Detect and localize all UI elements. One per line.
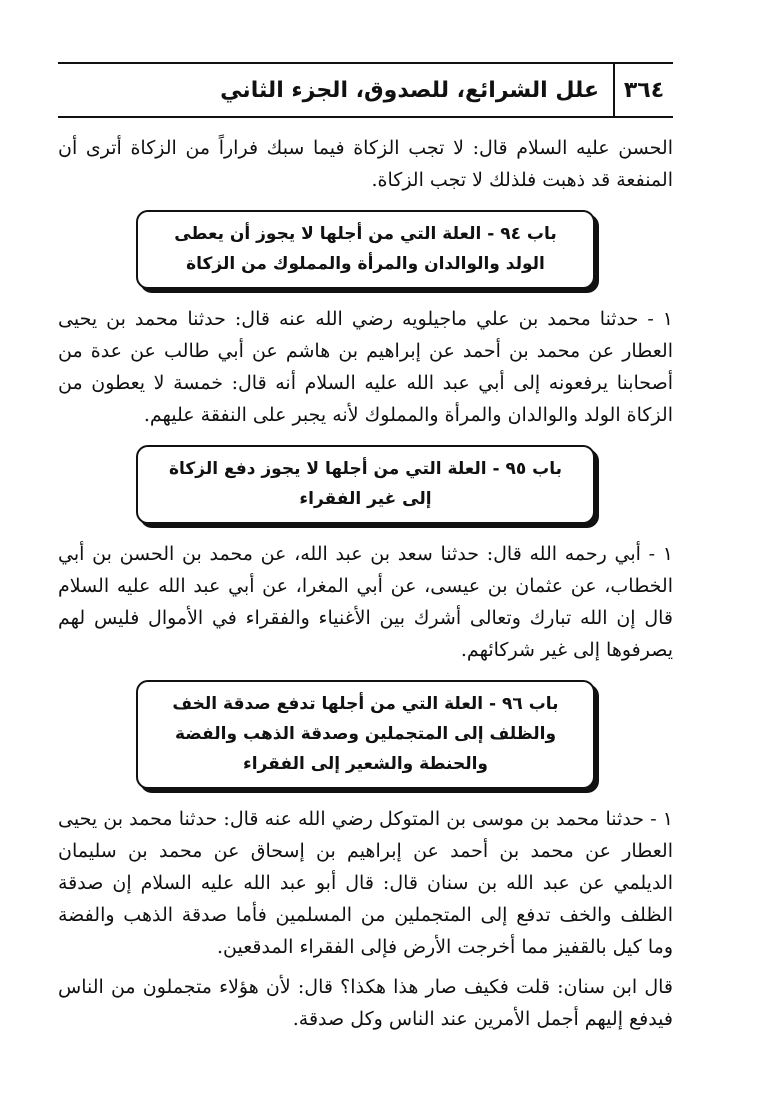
chapter-heading-94: باب ٩٤ - العلة التي من أجلها لا يجوز أن يعطى الولد والوالدان والمرأة والمملوك من الزكاة [136,210,595,289]
running-title: علل الشرائع، للصدوق، الجزء الثاني [220,77,599,103]
paragraph: الحسن عليه السلام قال: لا تجب الزكاة فيما سبك فراراً من الزكاة أترى أن المنفعة قد ذهبت فلذلك لا تجب الزكاة. [58,137,673,191]
paragraph: ١ - أبي رحمه الله قال: حدثنا سعد بن عبد الله، عن محمد بن الحسن بن أبي الخطاب، عن عثمان بن عيسى، عن أبي المغرا، عن أبي عبد الله عليه السلام قال إن الله تبارك وتعالى أشرك بين الأغنياء والفقراء في الأموال فليس لهم يصرفوها إلى غير شركائهم. [58,543,673,661]
chapter-heading-95: باب ٩٥ - العلة التي من أجلها لا يجوز دفع الزكاة إلى غير الفقراء [136,445,595,524]
page-number: ٣٦٤ [613,64,673,116]
paragraph: قال ابن سنان: قلت فكيف صار هذا هكذا؟ قال: لأن هؤلاء متجملون من الناس فيدفع إليهم أجمل الأمرين عند الناس وكل صدقة. [58,976,673,1030]
paragraph: ١ - حدثنا محمد بن علي ماجيلويه رضي الله عنه قال: حدثنا محمد بن يحيى العطار عن محمد بن أحمد عن إبراهيم بن هاشم عن أبي طالب عن عدة من أصحابنا يرفعونه إلى أبي عبد الله عليه السلام أنه قال: خمسة لا يعطون من الزكاة الولد والوالدان والمرأة والمملوك لأنه يجبر على النفقة عليهم. [58,308,673,426]
page-header [58,62,673,118]
book-page [58,62,673,1035]
chapter-heading-96: باب ٩٦ - العلة التي من أجلها تدفع صدقة الخف والظلف إلى المتجملين وصدقة الذهب والفضة والحنطة والشعير إلى الفقراء [136,680,595,789]
paragraph: ١ - حدثنا محمد بن موسى بن المتوكل رضي الله عنه قال: حدثنا محمد بن يحيى العطار عن محمد بن أحمد عن إبراهيم بن إسحاق عن محمد بن سليمان الديلمي عن عبد الله بن سنان قال: قال أبو عبد الله عليه السلام إن صدقة الظلف والخف تدفع إلى المتجملين من المسلمين فأما صدقة الذهب والفضة وما كيل بالقفيز مما أخرجت الأرض فإلى الفقراء المدقعين. [58,808,673,958]
